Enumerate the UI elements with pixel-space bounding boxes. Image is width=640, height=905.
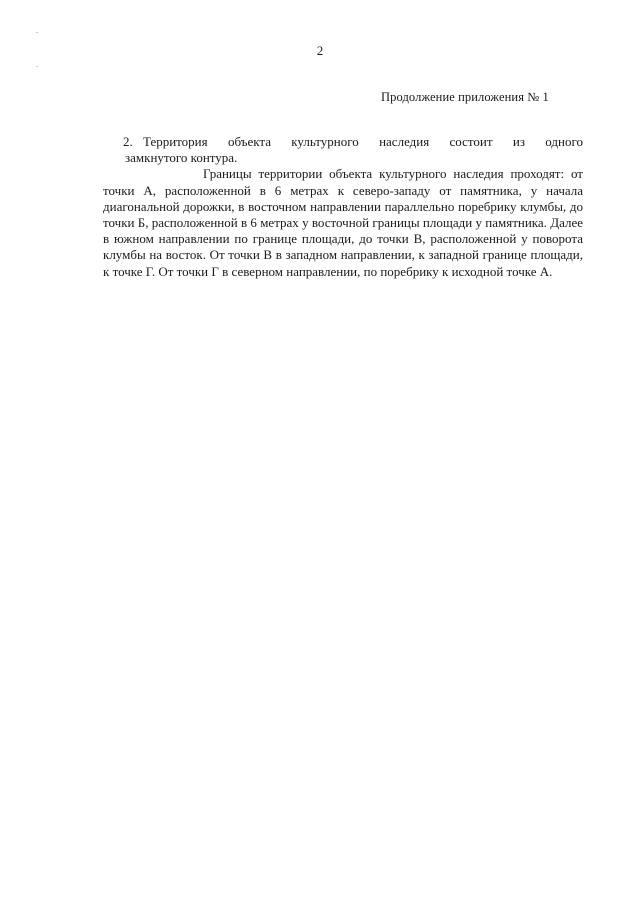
section-item-number: 2. [123,134,133,149]
section-item-heading [103,134,583,150]
section-item-title-line1: Территория объекта культурного наследия состоит из одного [143,134,583,149]
page-number: 2 [316,43,324,58]
document-body [103,134,583,293]
appendix-reference: Продолжение приложения № 1 [381,90,549,104]
section-item-title-line2: замкнутого контура. [125,150,238,166]
scan-speck [36,32,38,33]
scan-speck [36,66,38,67]
boundary-description-paragraph: Границы территории объекта культурного наследия проходят: от точки А, расположенной в 6 метрах к северо-западу от памятника, у начала диагональной дорожки, в восточном направлении параллельно поребрику клумбы, до точки Б, расположенной в 6 метрах у восточной границы площади у памятника. Далее в южном направлении по границе площади, до точки В, расположенной у поворота клумбы на восток. От точки В в западном направлении, к западной границе площади, к точке Г. От точки Г в северном направлении, по поребрику к исходной точке А. [103,166,583,279]
